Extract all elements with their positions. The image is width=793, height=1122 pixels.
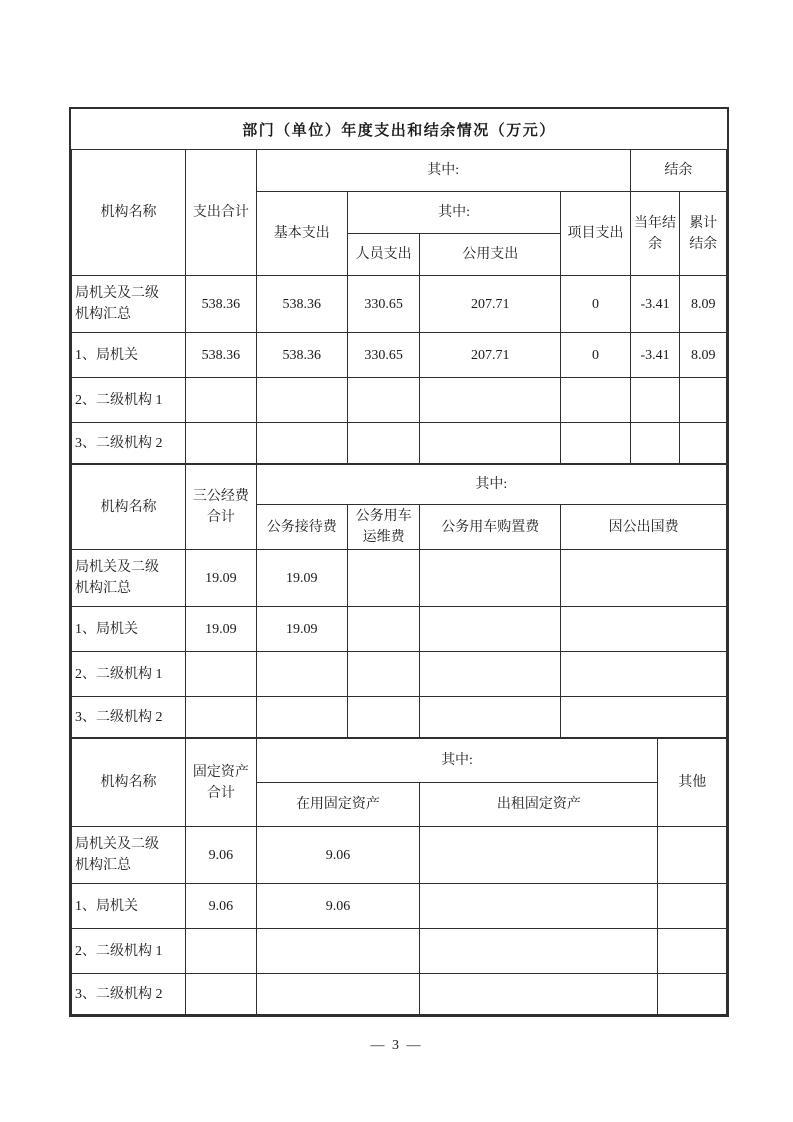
table-row — [72, 276, 727, 333]
header-other: 其他 — [658, 739, 727, 827]
table-row — [72, 974, 727, 1015]
cell-total: 19.09 — [186, 550, 256, 607]
cell-org-name: 2、二级机构 1 — [72, 378, 186, 423]
cell-public — [420, 423, 561, 464]
header-org-name: 机构名称 — [72, 739, 186, 827]
cell-abroad — [561, 652, 727, 697]
cell-reception: 19.09 — [256, 607, 347, 652]
cell-project — [561, 378, 630, 423]
cell-org-name: 3、二级机构 2 — [72, 423, 186, 464]
table-row — [72, 550, 727, 607]
cell-vehicle-operation — [347, 697, 419, 738]
cell-leased — [420, 974, 658, 1015]
cell-total — [186, 697, 256, 738]
cell-vehicle-operation — [347, 652, 419, 697]
cell-in-use: 9.06 — [256, 827, 420, 884]
header-fixed-assets-total: 固定资产合计 — [186, 739, 256, 827]
header-three-public-total: 三公经费合计 — [186, 465, 256, 550]
header-project-expenditure: 项目支出 — [561, 192, 630, 276]
cell-in-use — [256, 929, 420, 974]
budget-table — [69, 107, 729, 1017]
table-row — [72, 652, 727, 697]
cell-leased — [420, 884, 658, 929]
cell-leased — [420, 827, 658, 884]
cell-personnel: 330.65 — [347, 276, 419, 333]
table-row — [72, 884, 727, 929]
table-row — [72, 697, 727, 738]
cell-vehicle-operation — [347, 607, 419, 652]
cell-org-name: 2、二级机构 1 — [72, 652, 186, 697]
cell-in-use — [256, 974, 420, 1015]
cell-abroad — [561, 550, 727, 607]
cell-public: 207.71 — [420, 333, 561, 378]
header-personnel-expenditure: 人员支出 — [347, 234, 419, 276]
header-balance: 结余 — [630, 150, 726, 192]
cell-total — [186, 378, 256, 423]
cell-public — [420, 378, 561, 423]
table-row — [72, 607, 727, 652]
cell-basic — [256, 378, 347, 423]
header-basic-expenditure: 基本支出 — [256, 192, 347, 276]
cell-org-name: 3、二级机构 2 — [72, 974, 186, 1015]
header-org-name: 机构名称 — [72, 465, 186, 550]
table-row — [72, 333, 727, 378]
header-assets-leased: 出租固定资产 — [420, 783, 658, 827]
cell-total: 538.36 — [186, 333, 256, 378]
header-public-expenditure: 公用支出 — [420, 234, 561, 276]
cell-org-name: 局机关及二级机构汇总 — [72, 827, 186, 884]
cell-personnel — [347, 423, 419, 464]
cell-basic: 538.36 — [256, 333, 347, 378]
cell-org-name: 1、局机关 — [72, 884, 186, 929]
cell-org-name: 局机关及二级机构汇总 — [72, 550, 186, 607]
header-vehicle-operation: 公务用车运维费 — [347, 505, 419, 550]
cell-org-name: 局机关及二级机构汇总 — [72, 276, 186, 333]
cell-cumulative-balance: 8.09 — [680, 333, 727, 378]
cell-vehicle-purchase — [420, 607, 561, 652]
expenditure-section — [71, 149, 727, 464]
cell-project — [561, 423, 630, 464]
header-official-reception: 公务接待费 — [256, 505, 347, 550]
three-public-expenses-section — [71, 464, 727, 738]
cell-public: 207.71 — [420, 276, 561, 333]
cell-total: 9.06 — [186, 884, 256, 929]
cell-vehicle-purchase — [420, 697, 561, 738]
header-including: 其中: — [256, 739, 658, 783]
cell-cumulative-balance — [680, 423, 727, 464]
cell-cumulative-balance — [680, 378, 727, 423]
cell-current-balance — [630, 378, 680, 423]
cell-reception — [256, 697, 347, 738]
cell-basic: 538.36 — [256, 276, 347, 333]
cell-current-balance: -3.41 — [630, 276, 680, 333]
page-number: — 3 — — [370, 1038, 423, 1053]
header-including: 其中: — [256, 465, 726, 505]
cell-basic — [256, 423, 347, 464]
cell-in-use: 9.06 — [256, 884, 420, 929]
cell-total — [186, 423, 256, 464]
cell-other — [658, 974, 727, 1015]
cell-vehicle-purchase — [420, 550, 561, 607]
table-row — [72, 827, 727, 884]
cell-cumulative-balance: 8.09 — [680, 276, 727, 333]
cell-reception — [256, 652, 347, 697]
header-vehicle-purchase: 公务用车购置费 — [420, 505, 561, 550]
cell-total: 19.09 — [186, 607, 256, 652]
header-including-1: 其中: — [256, 150, 630, 192]
cell-abroad — [561, 607, 727, 652]
cell-org-name: 1、局机关 — [72, 607, 186, 652]
cell-other — [658, 929, 727, 974]
cell-personnel: 330.65 — [347, 333, 419, 378]
cell-total: 538.36 — [186, 276, 256, 333]
header-current-year-balance: 当年结余 — [630, 192, 680, 276]
cell-org-name: 3、二级机构 2 — [72, 697, 186, 738]
cell-current-balance: -3.41 — [630, 333, 680, 378]
cell-project: 0 — [561, 333, 630, 378]
cell-vehicle-operation — [347, 550, 419, 607]
cell-other — [658, 827, 727, 884]
cell-project: 0 — [561, 276, 630, 333]
fixed-assets-section — [71, 738, 727, 1015]
cell-total — [186, 974, 256, 1015]
cell-personnel — [347, 378, 419, 423]
cell-total: 9.06 — [186, 827, 256, 884]
cell-org-name: 1、局机关 — [72, 333, 186, 378]
cell-vehicle-purchase — [420, 652, 561, 697]
cell-total — [186, 929, 256, 974]
table-title: 部门（单位）年度支出和结余情况（万元） — [242, 122, 556, 139]
header-including-2: 其中: — [347, 192, 560, 234]
table-row — [72, 423, 727, 464]
cell-leased — [420, 929, 658, 974]
header-abroad-expense: 因公出国费 — [561, 505, 727, 550]
cell-total — [186, 652, 256, 697]
header-assets-in-use: 在用固定资产 — [256, 783, 420, 827]
header-org-name: 机构名称 — [72, 150, 186, 276]
table-row — [72, 929, 727, 974]
cell-reception: 19.09 — [256, 550, 347, 607]
cell-other — [658, 884, 727, 929]
header-cumulative-balance: 累计结余 — [680, 192, 727, 276]
cell-abroad — [561, 697, 727, 738]
header-total-expenditure: 支出合计 — [186, 150, 256, 276]
cell-current-balance — [630, 423, 680, 464]
table-row — [72, 378, 727, 423]
cell-org-name: 2、二级机构 1 — [72, 929, 186, 974]
